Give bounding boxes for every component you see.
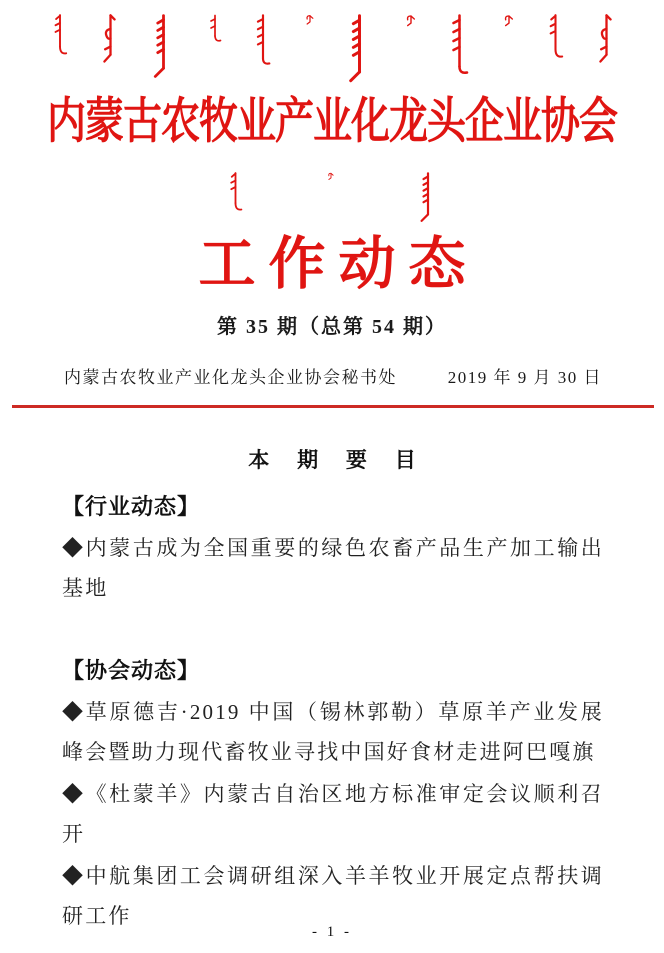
publisher-name: 内蒙古农牧业产业化龙头企业协会秘书处 [64, 368, 397, 387]
toc-item: ◆内蒙古成为全国重要的绿色农畜产品生产加工输出基地 [62, 536, 604, 600]
mongolian-script-word-icon [503, 14, 515, 48]
mongolian-script-word-icon [305, 14, 315, 44]
bulletin-title: 工作动态 [198, 233, 479, 296]
mongolian-script-band-middle [0, 172, 664, 226]
mongolian-script-word-icon [228, 172, 243, 216]
toc-section [62, 488, 604, 608]
issue-number: 第 35 期（总第 54 期） [217, 316, 447, 338]
mongolian-script-word-icon [597, 14, 616, 70]
publisher-date-row [64, 363, 602, 388]
mongolian-script-word-icon [405, 14, 417, 48]
mongolian-script-word-icon [547, 14, 564, 64]
organization-title: 内蒙古农牧业产业化龙头企业协会 [46, 95, 617, 149]
toc-section [62, 652, 604, 936]
toc-section-header: 【协会动态】 [62, 658, 201, 683]
mongolian-script-word-icon [254, 14, 272, 66]
contents-sections [62, 488, 604, 936]
red-divider-rule [12, 405, 654, 408]
mongolian-script-word-icon [449, 14, 470, 76]
toc-item: ◆草原德吉·2019 中国（锡林郭勒）草原羊产业发展峰会暨助力现代畜牧业寻找中国好食材走进阿巴嘎旗 [62, 700, 604, 764]
publish-date: 2019 年 9 月 30 日 [447, 368, 602, 387]
mongolian-script-word-icon [152, 14, 175, 82]
toc-item: ◆中航集团工会调研组深入羊羊牧业开展定点帮扶调研工作 [62, 864, 604, 928]
toc-item: ◆《杜蒙羊》内蒙古自治区地方标准审定会议顺利召开 [62, 782, 604, 846]
toc-section-header: 【行业动态】 [62, 494, 201, 519]
mongolian-script-word-icon [101, 14, 120, 70]
mongolian-script-word-icon [327, 172, 335, 194]
mongolian-script-word-icon [52, 14, 68, 60]
mongolian-script-word-icon [208, 14, 222, 56]
mongolian-script-word-icon [347, 14, 372, 86]
mongolian-script-band-top [52, 14, 616, 88]
mongolian-script-word-icon [419, 172, 437, 226]
page-number: - 1 - [312, 924, 352, 940]
toc-heading: 本 期 要 目 [248, 449, 427, 472]
